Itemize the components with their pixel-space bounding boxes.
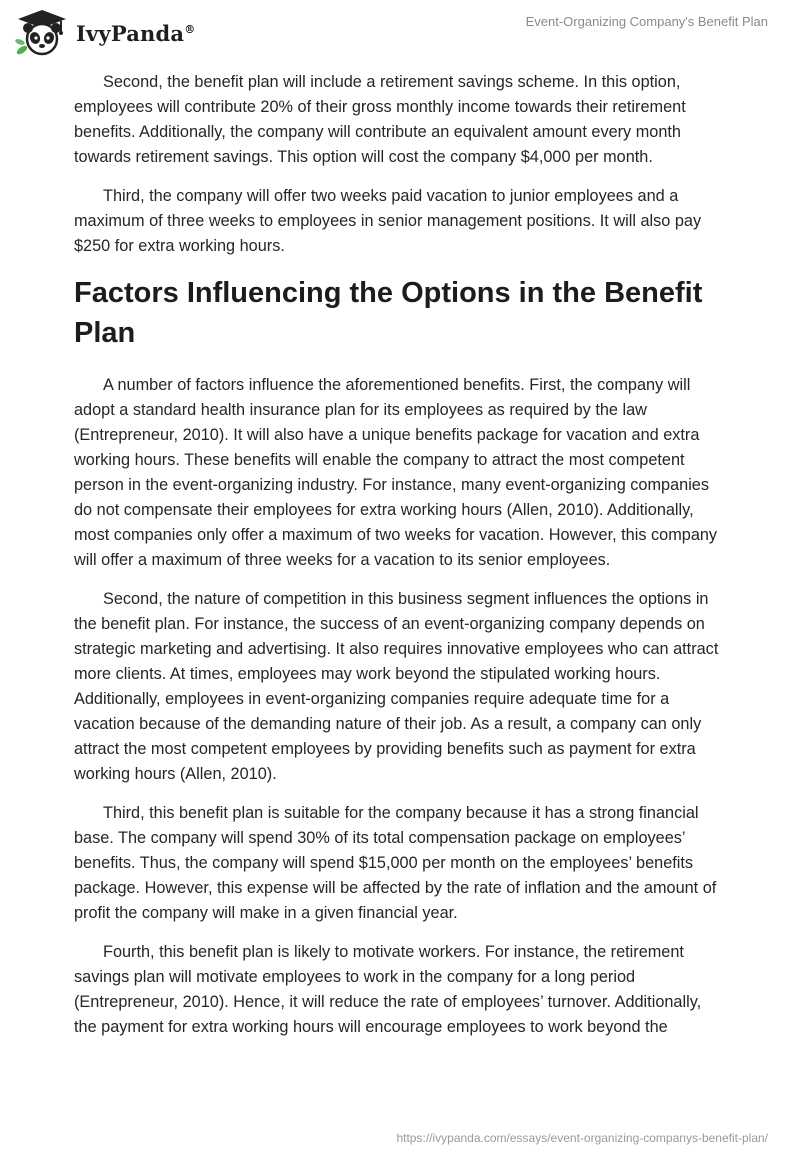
registered-mark: ® (184, 22, 196, 36)
paragraph: Second, the nature of competition in this business segment influences the options in the benefit plan. For instance, the success of an event-organizing company depends on strategic marketing and advertising. It also requires innovative employees who can attract more clients. At times, employees may work beyond the stipulated working hours. Additionally, employees in event-organizing companies require adequate time for a vacation because of the demanding nature of their job. As a result, a company can only attract the most competent employees by providing benefits such as payment for extra working hours (Allen, 2010). (74, 590, 719, 783)
brand-name (76, 21, 195, 46)
paragraph: Third, the company will offer two weeks paid vacation to junior employees and a maximum of three weeks to employees in senior management positions. It will also pay $250 for extra working hours. (74, 187, 702, 255)
panda-graduation-cap-icon (14, 8, 70, 58)
ivypanda-logo[interactable] (14, 8, 195, 58)
paragraph: A number of factors influence the aforementioned benefits. First, the company will adopt a standard health insurance plan for its employees as required by the law (Entrepreneur, 2010). It will also have a unique benefits package for vacation and extra working hours. These benefits will enable the company to attract the most competent person in the event-organizing industry. For instance, many event-organizing companies do not compensate their employees for extra working hours (Allen, 2010). Additionally, most companies only offer a maximum of two weeks for vacation. However, this company will offer a maximum of three weeks for a vacation to its senior employees. (74, 376, 718, 569)
page-header (0, 0, 800, 72)
document-title: Event-Organizing Company's Benefit Plan (525, 14, 768, 29)
paragraph: Third, this benefit plan is suitable for the company because it has a strong financial base. The company will spend 30% of its total compensation package on employees’ benefits. Thus, the company will spend $15,000 per month on the employees’ benefits package. However, this expense will be affected by the rate of inflation and the amount of profit the company will make in a given financial year. (74, 804, 717, 922)
brand-text: IvyPanda (76, 20, 185, 46)
source-url[interactable]: https://ivypanda.com/essays/event-organizing-companys-benefit-plan/ (396, 1131, 768, 1145)
paragraph: Fourth, this benefit plan is likely to motivate workers. For instance, the retirement savings plan will motivate employees to work in the company for a long period (Entrepreneur, 2010). Hence, it will reduce the rate of employees’ turnover. Additionally, the payment for extra working hours will encourage employees to work beyond the (74, 943, 702, 1036)
section-heading: Factors Influencing the Options in the Benefit Plan (74, 277, 703, 349)
essay-content (74, 70, 726, 1054)
paragraph: Second, the benefit plan will include a retirement savings scheme. In this option, employees will contribute 20% of their gross monthly income towards their retirement benefits. Additionally, the company will contribute an equivalent amount every month towards retirement savings. This option will cost the company $4,000 per month. (74, 73, 686, 166)
